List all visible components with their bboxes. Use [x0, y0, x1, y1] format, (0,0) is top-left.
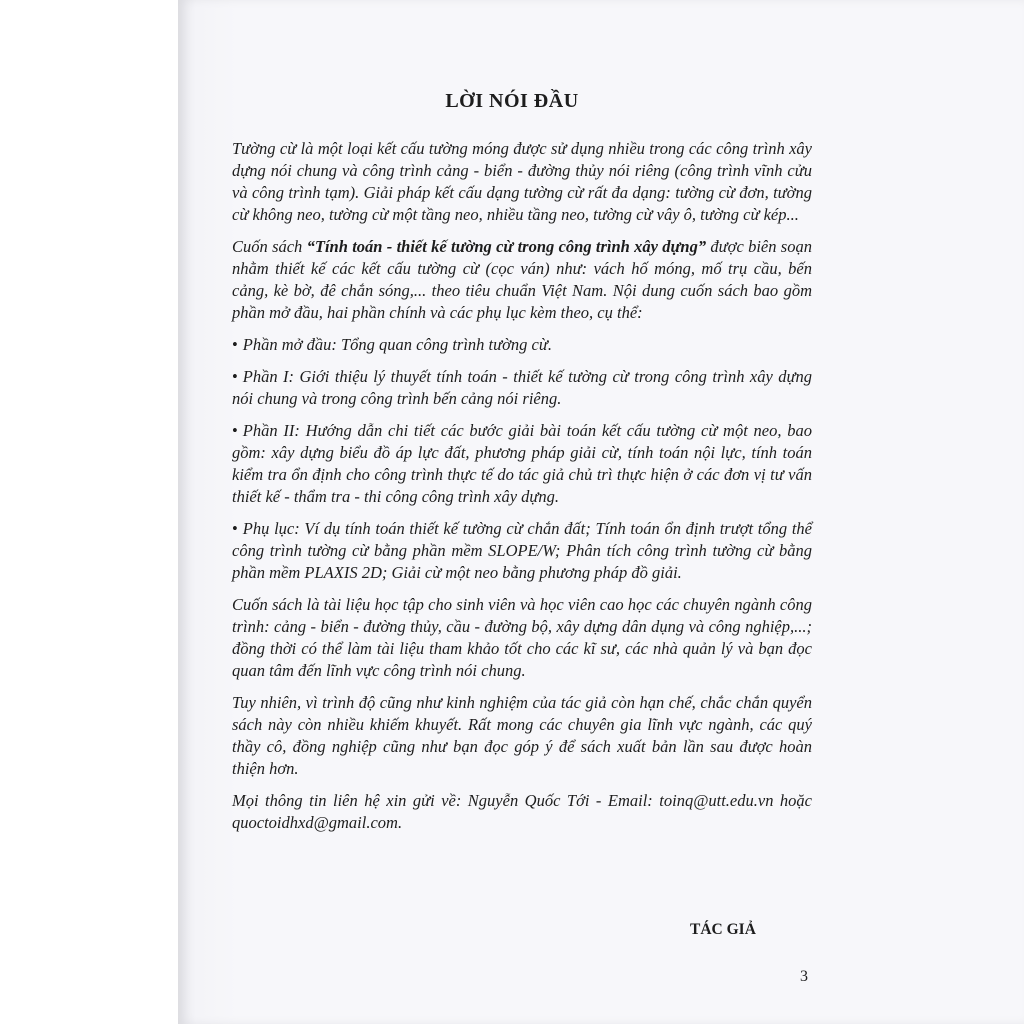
author-signature: TÁC GIẢ: [690, 921, 756, 938]
foreword-body: [232, 90, 812, 844]
bullet-item-part2: • Phần II: Hướng dẫn chi tiết các bước giải bài toán kết cấu tường cừ một neo, bao gồm: xây dựng biểu đồ áp lực đất, phương pháp giải cừ, tính toán nội lực, tính toán kiểm tra ổn định cho công trình thực tế do tác giả chủ trì thực hiện ở các đơn vị tư vấn thiết kế - thẩm tra - thi công công trình xây dựng.: [232, 420, 812, 508]
book-intro-suffix: được: [706, 237, 744, 256]
book-intro-prefix: Cuốn sách: [232, 237, 307, 256]
book-title: “Tính toán - thiết kế tường cừ trong công trình xây dựng”: [306, 237, 707, 256]
bullet-item-part1: • Phần I: Giới thiệu lý thuyết tính toán - thiết kế tường cừ trong công trình xây dựng nói chung và trong công trình bến cảng nói riêng.: [232, 366, 812, 410]
paragraph-intro: Tường cừ là một loại kết cấu tường móng được sử dụng nhiều trong các công trình xây dựng nói chung và công trình cảng - biển - đường thủy nói riêng (công trình vĩnh cửu và công trình tạm). Giải pháp kết cấu dạng tường cừ rất đa dạng: tường cừ đơn, tường cừ không neo, tường cừ một tầng neo, nhiều tầng neo, tường cừ vây ô, tường cừ kép...: [232, 139, 812, 224]
paragraph-book-intro: [232, 236, 812, 324]
page-title: LỜI NÓI ĐẦU: [445, 90, 579, 112]
bullet-item-appendix: • Phụ lục: Ví dụ tính toán thiết kế tường cừ chắn đất; Tính toán ổn định trượt tổng thể công trình tường cừ bằng phần mềm SLOPE/W; Phân tích công trình tường cừ bằng phần mềm PLAXIS 2D; Giải cừ một neo bằng phương pháp đồ giải.: [232, 518, 812, 584]
paragraph-contact: Mọi thông tin liên hệ xin gửi về: Nguyễn Quốc Tới - Email: toinq@utt.edu.vn hoặc quoctoidhxd@gmail.com.: [232, 791, 812, 832]
book-intro-body: biên soạn nhằm thiết kế các kết cấu tường cừ (cọc ván) như: vách hố móng, mố trụ cầu, bến cảng, kè bờ, đê chắn sóng,... theo tiêu chuẩn Việt Nam. Nội dung cuốn sách bao gồm phần mở đầu, hai phần chính và các phụ lục kèm theo, cụ thể:: [232, 237, 812, 322]
paragraph-audience: Cuốn sách là tài liệu học tập cho sinh viên và học viên cao học các chuyên ngành công trình: cảng - biển - đường thủy, cầu - đường bộ, xây dựng dân dụng và công nghiệp,...; đồng thời có thể làm tài liệu tham khảo tốt cho các kĩ sư, các nhà quản lý và bạn đọc quan tâm đến lĩnh vực công trình nói chung.: [232, 595, 812, 680]
paragraph-limitations: Tuy nhiên, vì trình độ cũng như kinh nghiệm của tác giả còn hạn chế, chắc chắn quyển sách này còn nhiều khiếm khuyết. Rất mong các chuyên gia lĩnh vực ngành, các quý thầy cô, đồng nghiệp cũng như bạn đọc góp ý để sách xuất bản lần sau được hoàn thiện hơn.: [232, 693, 812, 778]
bullet-item-intro: • Phần mở đầu: Tổng quan công trình tường cừ.: [232, 334, 812, 356]
page-number: 3: [800, 968, 808, 985]
